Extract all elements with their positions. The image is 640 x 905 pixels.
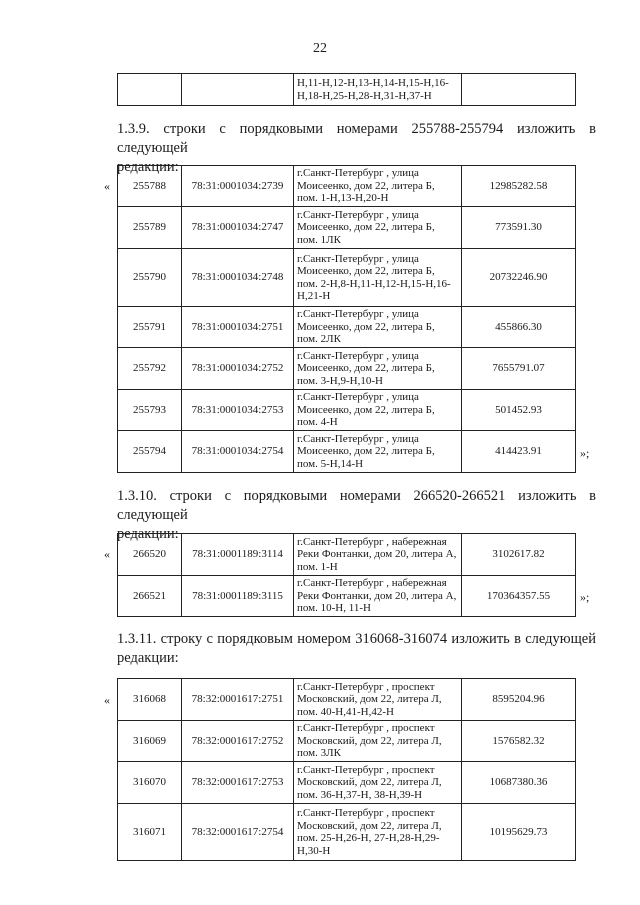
section-heading-line: 1.3.11. строку с порядковым номером 316068-316074 изложить в следующей: [117, 631, 596, 647]
table-row: [118, 679, 576, 721]
open-quote: «: [104, 547, 110, 561]
cadastral-value-cell: 773591.30: [462, 207, 576, 249]
table-row: [118, 762, 576, 804]
table-row: [118, 207, 576, 249]
table-row: [118, 804, 576, 861]
row-number-cell: 255789: [118, 207, 182, 249]
table-row: [118, 431, 576, 473]
row-number-cell: 316070: [118, 762, 182, 804]
table-row: [118, 166, 576, 207]
address-cell: г.Санкт-Петербург , улица Моисеенко, дом 22, литера Б, пом. 4-Н: [294, 390, 462, 431]
row-number-cell: 255788: [118, 166, 182, 207]
table-row: [118, 74, 576, 106]
table-row: [118, 576, 576, 617]
section-table: [117, 533, 576, 617]
cadastral-number-cell: 78:31:0001034:2754: [182, 431, 294, 473]
address-cell: Н,11-Н,12-Н,13-Н,14-Н,15-Н,16-Н,18-Н,25-Н,28-Н,31-Н,37-Н: [294, 74, 462, 106]
address-cell: г.Санкт-Петербург , улица Моисеенко, дом 22, литера Б, пом. 5-Н,14-Н: [294, 431, 462, 473]
page-number: 22: [313, 41, 327, 56]
row-number-cell: 266521: [118, 576, 182, 617]
row-number-cell: 316068: [118, 679, 182, 721]
row-number-cell: 266520: [118, 534, 182, 576]
table-row: [118, 390, 576, 431]
cadastral-value-cell: 414423.91: [462, 431, 576, 473]
cadastral-value-cell: 1576582.32: [462, 721, 576, 762]
address-cell: г.Санкт-Петербург , проспект Московский, дом 22, литера Л, пом. 40-Н,41-Н,42-Н: [294, 679, 462, 721]
cadastral-number-cell: 78:32:0001617:2753: [182, 762, 294, 804]
section-heading-line: редакции:: [117, 526, 179, 542]
cadastral-value-cell: 10687380.36: [462, 762, 576, 804]
address-cell: г.Санкт-Петербург , улица Моисеенко, дом 22, литера Б, пом. 3-Н,9-Н,10-Н: [294, 348, 462, 390]
cadastral-number-cell: 78:31:0001034:2748: [182, 249, 294, 307]
address-cell: г.Санкт-Петербург , улица Моисеенко, дом 22, литера Б, пом. 2-Н,8-Н,11-Н,12-Н,15-Н,16-Н,21-Н: [294, 249, 462, 307]
row-number-cell: 255791: [118, 307, 182, 348]
open-quote: «: [104, 179, 110, 193]
cadastral-number-cell: 78:32:0001617:2752: [182, 721, 294, 762]
open-quote: «: [104, 693, 110, 707]
section-heading: [117, 630, 596, 668]
cadastral-value-cell: 12985282.58: [462, 166, 576, 207]
address-cell: г.Санкт-Петербург , набережная Реки Фонтанки, дом 20, литера А, пом. 1-Н: [294, 534, 462, 576]
cadastral-number-cell: 78:31:0001034:2747: [182, 207, 294, 249]
cadastral-number-cell: 78:32:0001617:2754: [182, 804, 294, 861]
cadastral-value-cell: 3102617.82: [462, 534, 576, 576]
address-cell: г.Санкт-Петербург , улица Моисеенко, дом 22, литера Б, пом. 1-Н,13-Н,20-Н: [294, 166, 462, 207]
cadastral-number-cell: 78:31:0001034:2739: [182, 166, 294, 207]
cadastral-value-cell: 10195629.73: [462, 804, 576, 861]
address-cell: г.Санкт-Петербург , улица Моисеенко, дом 22, литера Б, пом. 1ЛК: [294, 207, 462, 249]
address-cell: г.Санкт-Петербург , набережная Реки Фонтанки, дом 20, литера А, пом. 10-Н, 11-Н: [294, 576, 462, 617]
cadastral-number-cell: 78:31:0001034:2751: [182, 307, 294, 348]
row-number-cell: 255794: [118, 431, 182, 473]
close-quote: »;: [580, 590, 590, 604]
section-table: [117, 678, 576, 861]
address-cell: г.Санкт-Петербург , проспект Московский, дом 22, литера Л, пом. 3ЛК: [294, 721, 462, 762]
address-cell: г.Санкт-Петербург , проспект Московский, дом 22, литера Л, пом. 36-Н,37-Н, 38-Н,39-Н: [294, 762, 462, 804]
section-heading-line: 1.3.10. строки с порядковыми номерами 266520-266521 изложить в следующей: [117, 488, 596, 523]
cadastral-number-cell: 78:31:0001189:3114: [182, 534, 294, 576]
section-heading-line: редакции:: [117, 159, 179, 175]
cadastral-value-cell: 455866.30: [462, 307, 576, 348]
address-cell: г.Санкт-Петербург , проспект Московский, дом 22, литера Л, пом. 25-Н,26-Н, 27-Н,28-Н,29-Н,30-Н: [294, 804, 462, 861]
section-heading-line: редакции:: [117, 650, 179, 666]
row-number-cell: 316069: [118, 721, 182, 762]
section-table: [117, 165, 576, 473]
table-row: [118, 348, 576, 390]
cadastral-value-cell: 7655791.07: [462, 348, 576, 390]
cadastral-value-cell: 8595204.96: [462, 679, 576, 721]
address-cell: г.Санкт-Петербург , улица Моисеенко, дом 22, литера Б, пом. 2ЛК: [294, 307, 462, 348]
cadastral-value-cell: 501452.93: [462, 390, 576, 431]
cadastral-value-cell: 170364357.55: [462, 576, 576, 617]
cadastral-number-cell: 78:31:0001034:2752: [182, 348, 294, 390]
row-number-cell: 255793: [118, 390, 182, 431]
top-continuation-table: [117, 73, 576, 106]
cadastral-number-cell: [182, 74, 294, 106]
table-row: [118, 249, 576, 307]
row-number-cell: 255792: [118, 348, 182, 390]
table-row: [118, 534, 576, 576]
cadastral-number-cell: 78:31:0001034:2753: [182, 390, 294, 431]
cadastral-value-cell: [462, 74, 576, 106]
row-number-cell: [118, 74, 182, 106]
cadastral-number-cell: 78:32:0001617:2751: [182, 679, 294, 721]
row-number-cell: 255790: [118, 249, 182, 307]
cadastral-value-cell: 20732246.90: [462, 249, 576, 307]
table-row: [118, 307, 576, 348]
close-quote: »;: [580, 446, 590, 460]
table-row: [118, 721, 576, 762]
section-heading-line: 1.3.9. строки с порядковыми номерами 255788-255794 изложить в следующей: [117, 121, 596, 156]
row-number-cell: 316071: [118, 804, 182, 861]
cadastral-number-cell: 78:31:0001189:3115: [182, 576, 294, 617]
